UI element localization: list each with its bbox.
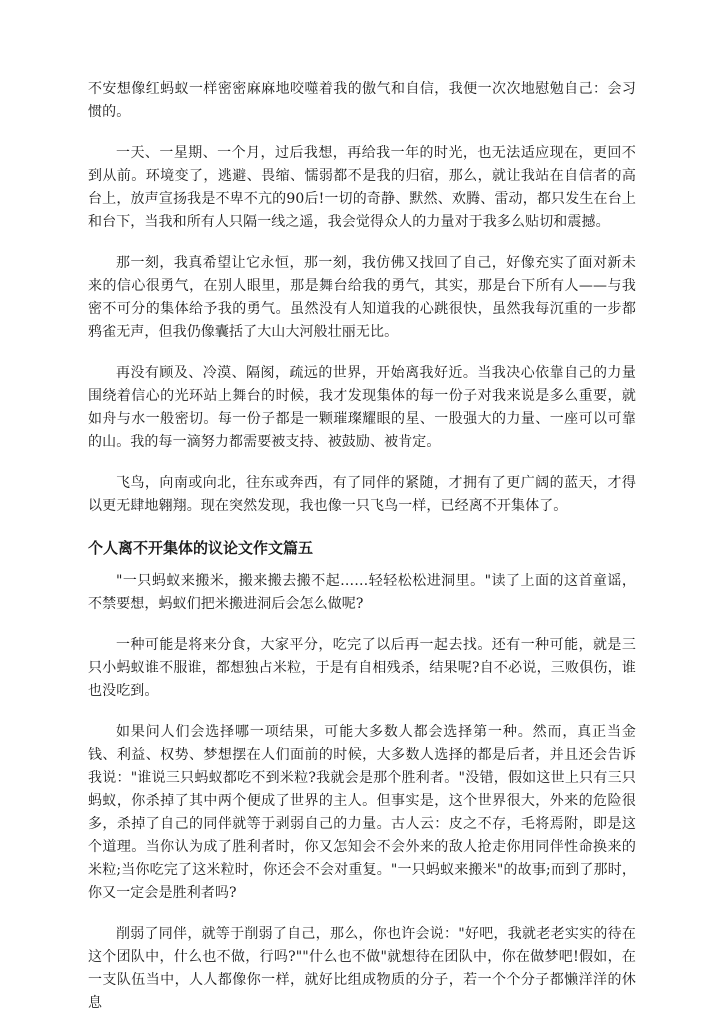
section-heading: 个人离不开集体的议论文作文篇五 — [88, 539, 314, 557]
paragraph-4: 再没有顾及、冷漠、隔阂，疏远的世界，开始离我好近。当我决心依靠自己的力量围绕着信心的光环站上舞台的时候，我才发现集体的每一份子对我来说是多么重要，就如舟与水一般密切。每一份子都是一颗璀璨耀眼的星、一股强大的力量、一座可以可靠的山。我的每一滴努力都需要被支持、被鼓励、被肯定。 — [88, 365, 636, 450]
paragraph-7: 一种可能是将来分食，大家平分，吃完了以后再一起去找。还有一种可能，就是三只小蚂蚁谁不服谁，都想独占米粒，于是有自相残杀，结果呢?自不必说，三败俱伤，谁也没吃到。 — [88, 637, 636, 699]
paragraph-5: 飞鸟，向南或向北，往东或奔西，有了同伴的紧随，才拥有了更广阔的蓝天，才得以更无肆地翱翔。现在突然发现，我也像一只飞鸟一样，已经离不开集体了。 — [88, 475, 636, 514]
paragraph-6: "一只蚂蚁来搬米，搬来搬去搬不起……轻轻松松进洞里。"读了上面的这首童谣，不禁要想，蚂蚁们把米搬进洞后会怎么做呢? — [88, 573, 636, 612]
paragraph-9: 削弱了同伴，就等于削弱了自己，那么，你也许会说："好吧，我就老老实实的待在这个团队中，什么也不做，行吗?""什么也不做"就想待在团队中，你在做梦吧!假如，在一支队伍当中，人人都像你一样，就好比组成物质的分子，若一个个分子都懒洋洋的休息 — [88, 926, 636, 1011]
paragraph-8: 如果问人们会选择哪一项结果，可能大多数人都会选择第一种。然而，真正当金钱、利益、权势、梦想摆在人们面前的时候，大多数人选择的都是后者，并且还会告诉我说："谁说三只蚂蚁都吃不到米粒?我就会是那个胜利者。"没错，假如这世上只有三只蚂蚁，你杀掉了其中两个便成了世界的主人。但事实是，这个世界很大，外来的危险很多，杀掉了自己的同伴就等于剥弱自己的力量。古人云：皮之不存，毛将焉附，即是这个道理。当你认为成了胜利者时，你又怎知会不会外来的敌人抢走你用同伴性命换来的米粒;当你吃完了这米粒时，你还会不会对重复。"一只蚂蚁来搬米"的故事;而到了那时，你又一定会是胜利者吗? — [88, 724, 636, 901]
paragraph-2: 一天、一星期、一个月，过后我想，再给我一年的时光，也无法适应现在，更回不到从前。环境变了，逃避、畏缩、懦弱都不是我的归宿，那么，就让我站在自信者的高台上，放声宣扬我是不卑不亢的90后!一切的奇静、默然、欢腾、雷动，都只发生在台上和台下，当我和所有人只隔一线之遥，我会觉得众人的力量对于我多么贴切和震撼。 — [88, 145, 636, 230]
paragraph-1: 不安想像红蚂蚁一样密密麻麻地咬噬着我的傲气和自信，我便一次次地慰勉自己：会习惯的。 — [88, 81, 636, 120]
paragraph-3: 那一刻，我真希望让它永恒，那一刻，我仿佛又找回了自己，好像充实了面对新未来的信心很勇气，在别人眼里，那是舞台给我的勇气，其实，那是台下所有人——与我密不可分的集体给予我的勇气。虽然没有人知道我的心跳很快，虽然我每沉重的一步都鸦雀无声，但我仍像囊括了大山大河般壮丽无比。 — [88, 255, 636, 340]
document-page — [88, 78, 636, 1015]
